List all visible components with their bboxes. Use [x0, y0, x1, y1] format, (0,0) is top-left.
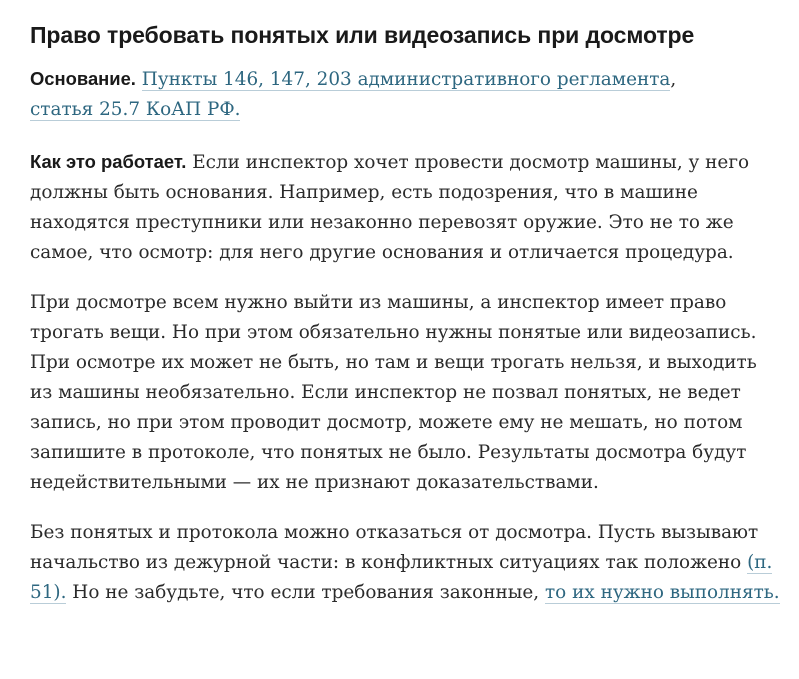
- basis-lead: Основание.: [30, 68, 136, 89]
- how-it-works-text: Если инспектор хочет провести досмотр машины, у него должны быть основания. Например, есть подозрения, что в машине находятся преступники или незаконно перевозят оружие. Это не то же самое, что осмотр: для него другие основания и отличается процедура.: [30, 152, 750, 263]
- refusal-text-2: Но не забудьте, что если требования законные,: [72, 582, 540, 603]
- section-title: Право требовать понятых или видеозапись при досмотре: [30, 22, 695, 48]
- basis-paragraph: [30, 64, 780, 125]
- how-it-works-lead: Как это работает.: [30, 151, 187, 172]
- point-51-link[interactable]: (п. 51).: [30, 552, 773, 603]
- regulation-points-link[interactable]: Пункты 146, 147, 203 административного регламента: [141, 69, 671, 90]
- koap-article-link[interactable]: статья 25.7 КоАП РФ.: [30, 99, 241, 120]
- how-it-works-paragraph: [30, 147, 780, 268]
- refusal-text-1: Без понятых и протокола можно отказаться от досмотра. Пусть вызывают начальство из дежурной части: в конфликтных ситуациях так положено: [30, 522, 759, 573]
- inspection-rules-paragraph: При досмотре всем нужно выйти из машины, а инспектор имеет право трогать вещи. Но при этом обязательно нужны понятые или видеозапись. При осмотре их может не быть, но там и вещи трогать нельзя, и выходить из машины необязательно. Если инспектор не позвал понятых, не ведет запись, но при этом проводит досмотр, можете ему не мешать, но потом запишите в протоколе, что понятых не было. Результаты досмотра будут недействительными — их не признают доказательствами.: [30, 292, 757, 493]
- refusal-paragraph: [30, 518, 780, 608]
- comply-link[interactable]: то их нужно выполнять.: [545, 582, 780, 603]
- article: [30, 18, 780, 628]
- basis-separator: ,: [670, 69, 677, 90]
